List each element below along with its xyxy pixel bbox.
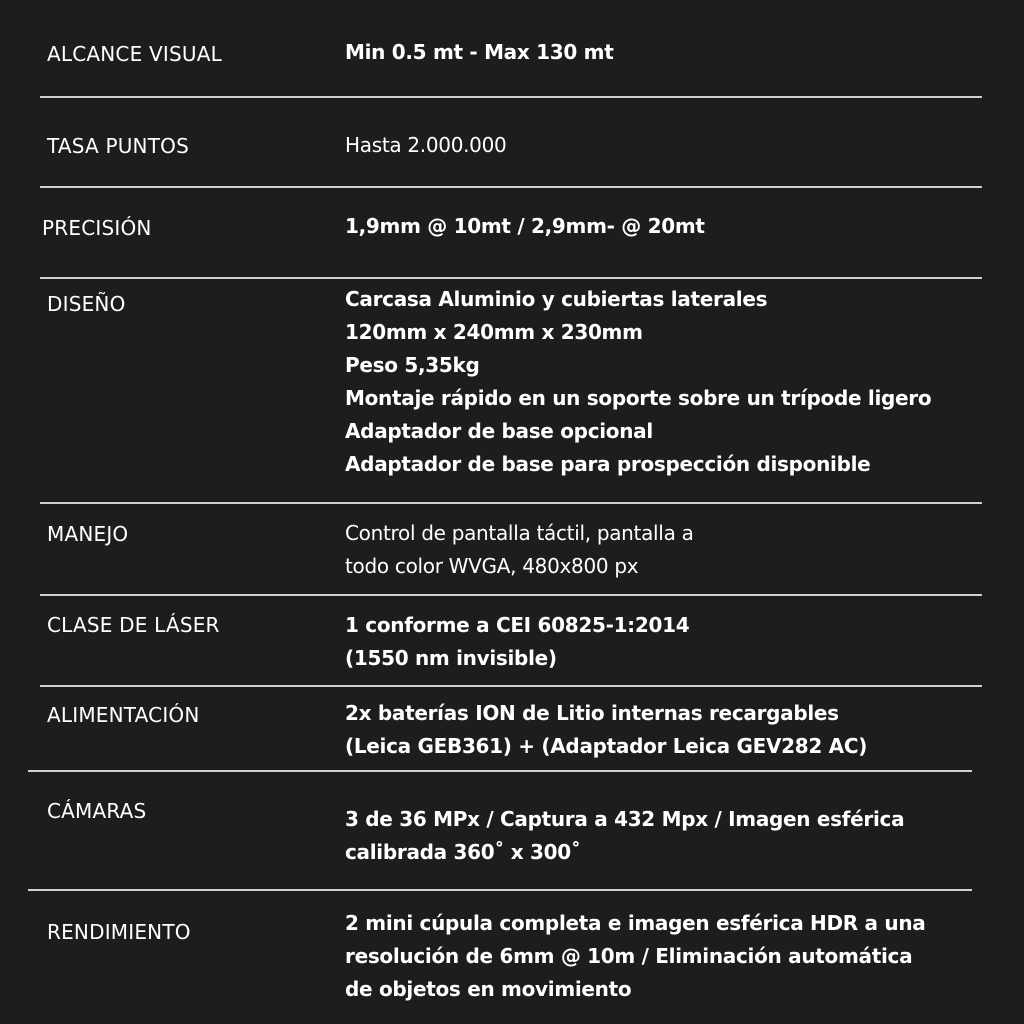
row-divider xyxy=(40,594,982,596)
spec-value-line: Adaptador de base opcional xyxy=(345,419,653,443)
spec-value-line: Montaje rápido en un soporte sobre un trípode ligero xyxy=(345,386,932,410)
spec-value-rendimiento xyxy=(345,907,926,1006)
spec-value-alcance-visual xyxy=(345,36,613,69)
spec-label-manejo: MANEJO xyxy=(47,522,129,546)
spec-value-precision xyxy=(345,210,705,243)
spec-value-tasa-puntos xyxy=(345,129,506,162)
spec-value-line: de objetos en movimiento xyxy=(345,977,632,1001)
spec-value-line: 3 de 36 MPx / Captura a 432 Mpx / Imagen esférica xyxy=(345,807,905,831)
spec-label-diseno: DISEÑO xyxy=(47,292,126,316)
spec-value-line: Min 0.5 mt - Max 130 mt xyxy=(345,40,614,64)
row-divider xyxy=(28,889,972,891)
row-divider xyxy=(40,277,982,279)
spec-label-rendimiento: RENDIMIENTO xyxy=(47,920,191,944)
spec-value-line: 2 mini cúpula completa e imagen esférica HDR a una xyxy=(345,911,926,935)
row-divider xyxy=(28,770,972,772)
spec-value-line: (Leica GEB361) + (Adaptador Leica GEV282 AC) xyxy=(345,734,868,758)
spec-value-line: resolución de 6mm @ 10m / Eliminación automática xyxy=(345,944,913,968)
spec-label-tasa-puntos: TASA PUNTOS xyxy=(47,134,189,158)
spec-value-line: Peso 5,35kg xyxy=(345,353,480,377)
spec-value-line: todo color WVGA, 480x800 px xyxy=(345,554,639,578)
spec-label-alimentacion: ALIMENTACIÓN xyxy=(47,703,200,727)
spec-value-line: Hasta 2.000.000 xyxy=(345,133,507,157)
spec-label-camaras: CÁMARAS xyxy=(47,799,147,823)
row-divider xyxy=(40,685,982,687)
spec-value-alimentacion xyxy=(345,697,867,763)
spec-value-line: 120mm x 240mm x 230mm xyxy=(345,320,643,344)
spec-value-line: Adaptador de base para prospección disponible xyxy=(345,452,871,476)
row-divider xyxy=(40,502,982,504)
spec-value-line: (1550 nm invisible) xyxy=(345,646,557,670)
row-divider xyxy=(40,96,982,98)
spec-value-line: Control de pantalla táctil, pantalla a xyxy=(345,521,694,545)
spec-value-diseno xyxy=(345,283,931,481)
spec-value-camaras xyxy=(345,803,904,869)
spec-label-precision: PRECISIÓN xyxy=(42,216,152,240)
spec-label-alcance-visual: ALCANCE VISUAL xyxy=(47,42,222,66)
spec-value-line: calibrada 360˚ x 300˚ xyxy=(345,840,581,864)
spec-value-line: 1 conforme a CEI 60825-1:2014 xyxy=(345,613,690,637)
row-divider xyxy=(40,186,982,188)
spec-value-line: Carcasa Aluminio y cubiertas laterales xyxy=(345,287,768,311)
spec-value-manejo xyxy=(345,517,694,583)
spec-value-line: 2x baterías ION de Litio internas recargables xyxy=(345,701,839,725)
spec-value-line: 1,9mm @ 10mt / 2,9mm- @ 20mt xyxy=(345,214,705,238)
spec-label-clase-laser: CLASE DE LÁSER xyxy=(47,613,220,637)
spec-value-clase-laser xyxy=(345,609,689,675)
